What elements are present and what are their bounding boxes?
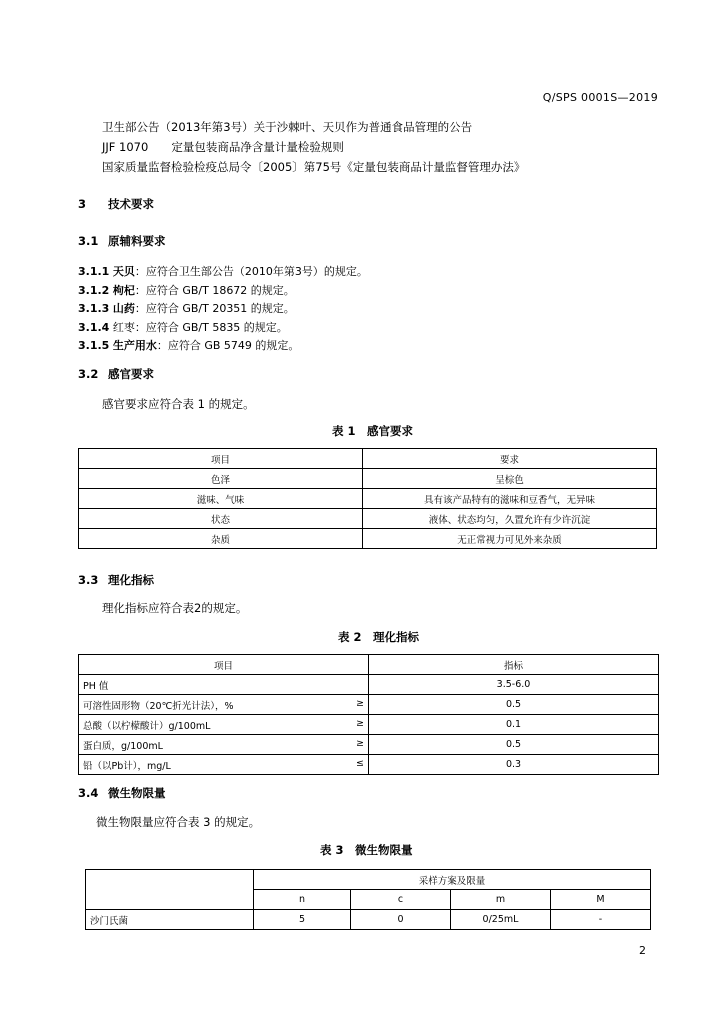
table-title: 表 1 感官要求 xyxy=(332,424,414,438)
section-number: 3.1 xyxy=(78,234,99,248)
table-cell: 呈棕色 xyxy=(363,469,657,489)
paragraph: 理化指标应符合表2的规定。 xyxy=(102,601,248,615)
table-cell: 色泽 xyxy=(79,469,363,489)
clause-text: ：应符合 GB/T 18672 的规定。 xyxy=(134,284,295,297)
comparison-symbol: ≥ xyxy=(356,717,364,729)
clause-number: 3.1.1 xyxy=(78,265,110,278)
section-heading xyxy=(78,196,154,212)
table-cell: 0.1 xyxy=(369,715,659,735)
reference-line: JJF 1070 定量包装商品净含量计量检验规则 xyxy=(102,140,344,154)
table-row xyxy=(79,755,659,775)
table-cell: 状态 xyxy=(79,509,363,529)
table-cell: 沙门氏菌 xyxy=(86,910,254,930)
clause-number: 3.1.2 xyxy=(78,284,110,297)
table-cell: 0.3 xyxy=(369,755,659,775)
clause-item xyxy=(78,319,288,335)
sensory-table xyxy=(78,448,657,549)
table-subheader: c xyxy=(351,890,451,910)
section-title: 技术要求 xyxy=(108,197,154,211)
table-header: 项目 xyxy=(79,449,363,469)
item-label: 可溶性固形物（20℃折光计法），% xyxy=(83,700,234,712)
clause-text: ：应符合 GB 5749 的规定。 xyxy=(156,339,300,352)
table-row xyxy=(79,469,657,489)
table-header: 要求 xyxy=(363,449,657,469)
clause-number: 3.1.5 xyxy=(78,339,110,352)
table-header-empty xyxy=(86,870,254,910)
table-row xyxy=(79,489,657,509)
table-row xyxy=(79,735,659,755)
table-cell xyxy=(79,695,369,715)
table-cell: 5 xyxy=(254,910,351,930)
section-heading xyxy=(78,572,154,588)
table-cell: 具有该产品特有的滋味和豆香气，无异味 xyxy=(363,489,657,509)
paragraph: 微生物限量应符合表 3 的规定。 xyxy=(96,815,261,829)
table-cell: 无正常视力可见外来杂质 xyxy=(363,529,657,549)
section-heading xyxy=(78,366,154,382)
table-title: 表 3 微生物限量 xyxy=(320,843,413,857)
section-heading xyxy=(78,233,166,249)
table-subheader: M xyxy=(551,890,651,910)
table-cell: - xyxy=(551,910,651,930)
clause-name: 天贝 xyxy=(112,265,135,278)
table-cell xyxy=(79,755,369,775)
table-cell: 0/25mL xyxy=(451,910,551,930)
section-number: 3.2 xyxy=(78,367,99,381)
table-row xyxy=(79,715,659,735)
table-cell xyxy=(79,675,369,695)
section-number: 3.3 xyxy=(78,573,99,587)
clause-item xyxy=(78,337,299,353)
page-number: 2 xyxy=(639,944,646,957)
table-subheader: m xyxy=(451,890,551,910)
clause-item xyxy=(78,282,295,298)
item-label: 总酸（以柠檬酸计）g/100mL xyxy=(83,720,211,732)
section-number: 3 xyxy=(78,197,87,211)
table-header: 项目 xyxy=(79,655,369,675)
table-cell xyxy=(79,735,369,755)
table-cell: 杂质 xyxy=(79,529,363,549)
clause-text: ：应符合 GB/T 20351 的规定。 xyxy=(134,302,295,315)
clause-name: 生产用水 xyxy=(112,339,157,352)
reference-line: 国家质量监督检验检疫总局令〔2005〕第75号《定量包装商品计量监督管理办法》 xyxy=(102,160,526,174)
section-title: 微生物限量 xyxy=(108,786,166,800)
table-cell: 0.5 xyxy=(369,735,659,755)
table-row xyxy=(79,695,659,715)
clause-name: 山药 xyxy=(112,302,135,315)
physicochemical-table xyxy=(78,654,659,775)
table-cell xyxy=(79,715,369,735)
microbial-table xyxy=(85,869,651,930)
table-row xyxy=(79,675,659,695)
section-title: 感官要求 xyxy=(108,367,154,381)
item-label: 铅（以Pb计），mg/L xyxy=(83,760,171,772)
section-heading xyxy=(78,785,166,801)
table-cell: 液体、状态均匀，久置允许有少许沉淀 xyxy=(363,509,657,529)
comparison-symbol: ≥ xyxy=(356,737,364,749)
clause-name: 红枣 xyxy=(112,321,135,334)
clause-name: 枸杞 xyxy=(112,284,135,297)
table-header: 指标 xyxy=(369,655,659,675)
item-label: 蛋白质，g/100mL xyxy=(83,740,163,752)
section-number: 3.4 xyxy=(78,786,99,800)
table-cell: 0.5 xyxy=(369,695,659,715)
clause-item xyxy=(78,300,295,316)
reference-line: 卫生部公告（2013年第3号）关于沙棘叶、天贝作为普通食品管理的公告 xyxy=(102,120,473,134)
section-title: 理化指标 xyxy=(108,573,154,587)
item-label: PH 值 xyxy=(83,680,109,692)
table-subheader: n xyxy=(254,890,351,910)
comparison-symbol: ≤ xyxy=(356,757,364,769)
clause-number: 3.1.4 xyxy=(78,321,110,334)
comparison-symbol: ≥ xyxy=(356,697,364,709)
table-cell: 3.5-6.0 xyxy=(369,675,659,695)
table-cell: 0 xyxy=(351,910,451,930)
table-row xyxy=(86,910,651,930)
clause-text: ：应符合 GB/T 5835 的规定。 xyxy=(134,321,288,334)
table-header: 采样方案及限量 xyxy=(254,870,651,890)
table-row xyxy=(79,509,657,529)
section-title: 原辅料要求 xyxy=(108,234,166,248)
table-row xyxy=(79,529,657,549)
clause-item xyxy=(78,263,368,279)
clause-text: ：应符合卫生部公告（2010年第3号）的规定。 xyxy=(134,265,368,278)
table-cell: 滋味、气味 xyxy=(79,489,363,509)
document-code: Q/SPS 0001S—2019 xyxy=(542,91,658,104)
paragraph: 感官要求应符合表 1 的规定。 xyxy=(102,397,255,411)
clause-number: 3.1.3 xyxy=(78,302,110,315)
table-title: 表 2 理化指标 xyxy=(338,630,420,644)
